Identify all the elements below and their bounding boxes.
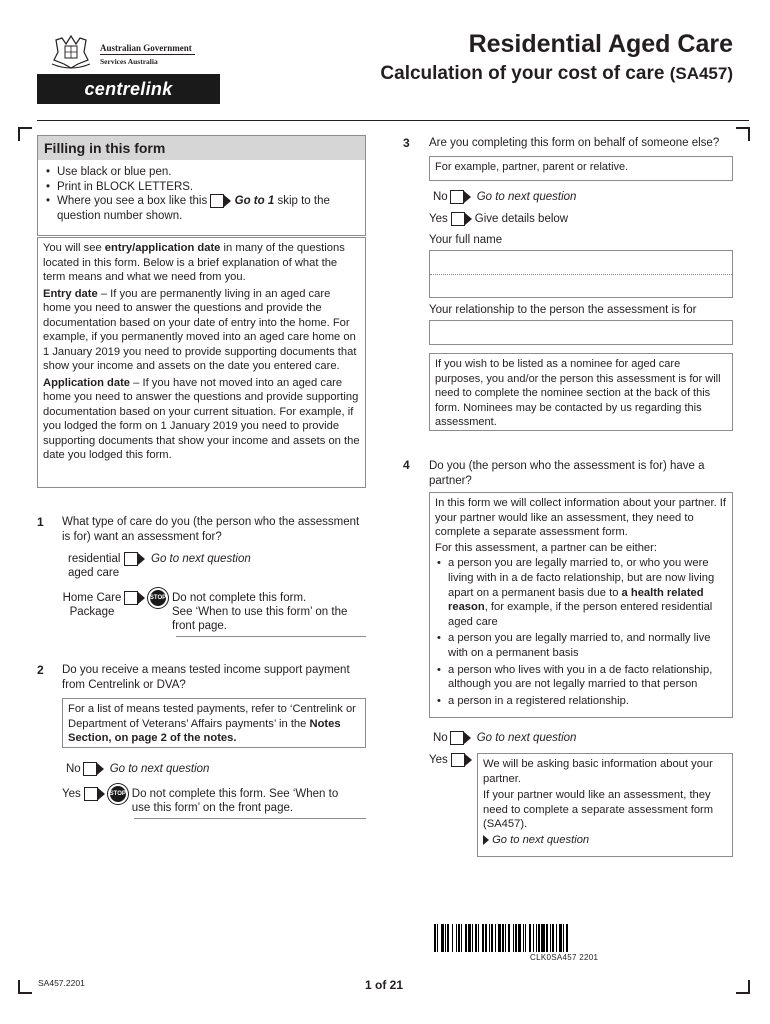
bullet-goto-line2: question number shown. [57,209,183,222]
q3-nominee-hint: If you wish to be listed as a nominee for aged care purposes, you and/or the person this assessment is for will need to complete the nominee section at the back of this form. Nominees may be contacted by us regarding this assessment. [429,353,733,431]
q4-text: Do you (the person who the assessment is for) have a partner? [429,460,705,487]
q2-hint-bold: Notes Section [68,717,341,744]
barcode-bar [465,924,467,952]
goto-arrow-icon [483,835,489,845]
q3-no-label: No [433,191,448,203]
barcode-bar [485,924,486,952]
q4-hint-p1: In this form we will collect information about your partner. If your partner would like an assessment, they need to complete a separate assessment form. [435,497,726,539]
q2-option-yes [62,787,338,815]
barcode-bar [546,924,548,952]
q4-option-no [433,731,576,745]
barcode-bar [541,924,544,952]
q4-b1-bold: a health related reason [448,586,704,614]
q1-opt2-line1: Home Care [62,592,122,604]
q3-relationship-label: Your relationship to the person the assessment is for [429,304,697,316]
q4-yes-goto-line [483,833,727,848]
barcode-bar [518,924,520,952]
q2-no-label: No [66,763,81,775]
dates-intro-post: in many of the questions located in this form. Below is a brief explanation of what the term means and what we need from you. [43,242,345,283]
barcode-bar [529,924,531,952]
barcode-bar [515,924,517,952]
barcode-bar [513,924,514,952]
q3-name-label: Your full name [429,234,503,246]
q1-opt2-line2: Package [69,606,115,618]
bullet-goto [44,194,359,223]
gov-divider [100,54,195,55]
q3-yes-checkbox[interactable] [451,212,465,226]
application-date-label: Application date [43,376,131,389]
barcode-bar [508,924,509,952]
crop-mark-top-left [18,127,32,141]
application-date-text: – If you have not moved into an aged care home you need to answer the questions and provide supporting documentation based on your current situation. For example, if you lodged the form on 1 January 2019 you need to provide supporting documents that show your income and assets on the date you lodged this form. [43,376,360,461]
dates-intro [43,241,360,285]
barcode-bar [502,924,504,952]
q1-number: 1 [37,515,44,529]
q4-yes-p2: If your partner would like an assessment, they need to complete a separate assessment form (SA457). [483,789,714,831]
q4-no-checkbox[interactable] [450,731,464,745]
q4-b1-post: , for example, if the person entered residential aged care [448,601,713,628]
q3-no-goto: Go to next question [476,191,577,203]
entry-date-para [43,287,360,374]
q1-opt2-text2: See ‘When to use this form’ on the [172,606,348,618]
barcode-bar [472,924,473,952]
goto-arrow-icon [224,195,231,207]
q4-bullet-4: • a person in a registered relationship. [435,694,727,709]
bullet-goto-post: skip to the [277,195,330,208]
stop-icon: STOP [148,588,168,608]
q2-yes-label: Yes [62,788,81,800]
barcode-bar [550,924,551,952]
barcode-bar [468,924,471,952]
barcode-bar [505,924,506,952]
q2-hint-pre: For a list of means tested payments, refer to ‘Centrelink or Department of Veterans’ Affairs payments’ in the [68,703,356,730]
dates-intro-bold: entry/application date [104,242,221,254]
q3-option-yes [429,212,568,226]
q4-yes-info [477,753,733,857]
bullet-goto-pre: Where you see a box like this [57,195,208,208]
q3-hint: For example, partner, parent or relative. [429,156,733,181]
barcode-bar [563,924,564,952]
q4-yes-checkbox[interactable] [451,753,465,767]
q4-hint-p2: For this assessment, a partner can be either: [435,541,657,554]
q1-opt1-goto: Go to next question [151,553,251,565]
goto-arrow-icon [465,213,472,225]
q1-underline [176,636,366,637]
barcode-bar [437,924,438,952]
barcode-bar [482,924,484,952]
q3-yes-label: Yes [429,213,448,225]
q4-partner-bullets [435,556,727,708]
q1-opt2-text1: Do not complete this form. [172,592,307,604]
entry-date-text: – If you are permanently living in an aged care home you need to answer the questions and provide the documentation based on your date of entry into the home. For example, if you permanently moved into an aged care home on 1 January 2019 you need to provide supporting documents that show your income and assets on the date you entered care. [43,287,357,372]
barcode-bar [559,924,562,952]
agency-name: Services Australia [100,57,158,66]
barcode-bar [447,924,449,952]
bullet-goto-target: Go to 1 [234,195,275,208]
barcode-bar [445,924,446,952]
barcode-bar [556,924,557,952]
q3-option-no [433,190,576,204]
entry-date-label: Entry date [43,287,98,300]
barcode-bar [552,924,554,952]
barcode-bar [523,924,524,952]
barcode-bar [491,924,493,952]
gov-name: Australian Government [100,43,192,53]
barcode-bar [498,924,501,952]
barcode-bar [456,924,457,952]
q2-hint [62,698,366,748]
application-date-para [43,376,360,463]
q2-hint-post: , on page 2 of the notes. [108,732,237,744]
q2-yes-text1: Do not complete this form. See ‘When to [131,788,339,800]
q1-home-care-checkbox[interactable] [124,591,138,605]
subtitle-code: (SA457) [669,64,733,83]
goto-arrow-icon [464,732,471,744]
q3-text: Are you completing this form on behalf of someone else? [429,137,720,149]
goto-arrow-icon [97,763,104,775]
barcode-bar [434,924,436,952]
filling-heading: Filling in this form [38,136,365,160]
barcode-bar [475,924,477,952]
goto-arrow-icon [138,592,145,604]
q1-opt2-text3: front page. [172,620,227,632]
crop-mark-bottom-right [736,980,750,994]
q4-bullet-3: • a person who lives with you in a de facto relationship, although you are not legally married to that person [435,663,727,692]
q4-bullet-2: • a person you are legally married to, and normally live with on a permanent basis [435,631,727,660]
bullet-block-letters: • Print in BLOCK LETTERS. [44,180,359,195]
q4-number: 4 [403,458,410,472]
q4-b1-pre: a person you are legally married to, or who you were living with in a de facto relationship, but are now living apart on a permanent basis due to [448,557,715,599]
goto-arrow-icon [465,754,472,766]
goto-arrow-icon [138,553,145,565]
q2-option-no [66,762,209,776]
dates-explanation [37,237,366,488]
q2-no-goto: Go to next question [109,763,210,775]
q4-no-label: No [433,732,448,744]
q3-yes-text: Give details below [474,213,569,225]
q1-option-home-care [60,591,370,633]
q2-underline [134,818,366,819]
q4-option-yes [429,753,472,767]
barcode-bar [478,924,479,952]
crop-mark-bottom-left [18,980,32,994]
barcode-bar [489,924,490,952]
centrelink-logo: centrelink [37,74,220,104]
page-subtitle [380,63,733,85]
barcode-bar [533,924,534,952]
q3-full-name-input[interactable] [429,250,733,298]
filling-bullets [38,160,365,223]
q1-opt1-line2: aged care [68,567,120,579]
q3-relationship-input[interactable] [429,320,733,345]
q1-residential-checkbox[interactable] [124,552,138,566]
q1-option-residential [68,552,368,580]
example-checkbox [210,194,224,208]
q1-opt1-line1: residential [68,553,121,565]
barcode-bar [452,924,453,952]
name-field-divider [430,274,732,275]
bullet-pen: • Use black or blue pen. [44,165,359,180]
q3-no-checkbox[interactable] [450,190,464,204]
q2-yes-checkbox[interactable] [84,787,98,801]
page-title: Residential Aged Care [468,30,733,58]
barcode-bar [525,924,526,952]
q4-bullet-1 [435,556,727,629]
header-rule [37,120,749,121]
q2-yes-text2: use this form’ on the front page. [131,802,294,814]
barcode-bar [495,924,496,952]
barcode-bar [536,924,537,952]
barcode-bar [458,924,460,952]
q3-number: 3 [403,136,410,150]
dates-intro-pre: You will see [43,242,102,254]
q4-no-goto: Go to next question [476,732,577,744]
filling-in-box [37,135,366,236]
q4-yes-label: Yes [429,754,448,766]
barcode-bar [461,924,462,952]
gov-crest-icon [48,34,94,70]
q4-yes-goto: Go to next question [492,833,590,846]
form-code: SA457.2201 [38,978,85,988]
barcode-icon [434,924,704,952]
goto-arrow-icon [98,788,105,800]
q2-number: 2 [37,663,44,677]
barcode-bar [566,924,567,952]
q2-no-checkbox[interactable] [83,762,97,776]
q2-text: Do you receive a means tested income support payment from Centrelink or DVA? [62,664,350,691]
barcode-bar [538,924,540,952]
subtitle-main: Calculation of your cost of care [380,63,665,84]
q1-text: What type of care do you (the person who the assessment is for) want an assessment for? [62,516,360,543]
stop-icon: STOP [108,784,128,804]
q4-partner-hint [429,492,733,718]
q4-yes-p1: We will be asking basic information about your partner. [483,758,713,785]
barcode-text: CLK0SA457 2201 [530,953,599,962]
barcode-bar [441,924,444,952]
goto-arrow-icon [464,191,471,203]
page-number: 1 of 21 [365,978,404,992]
